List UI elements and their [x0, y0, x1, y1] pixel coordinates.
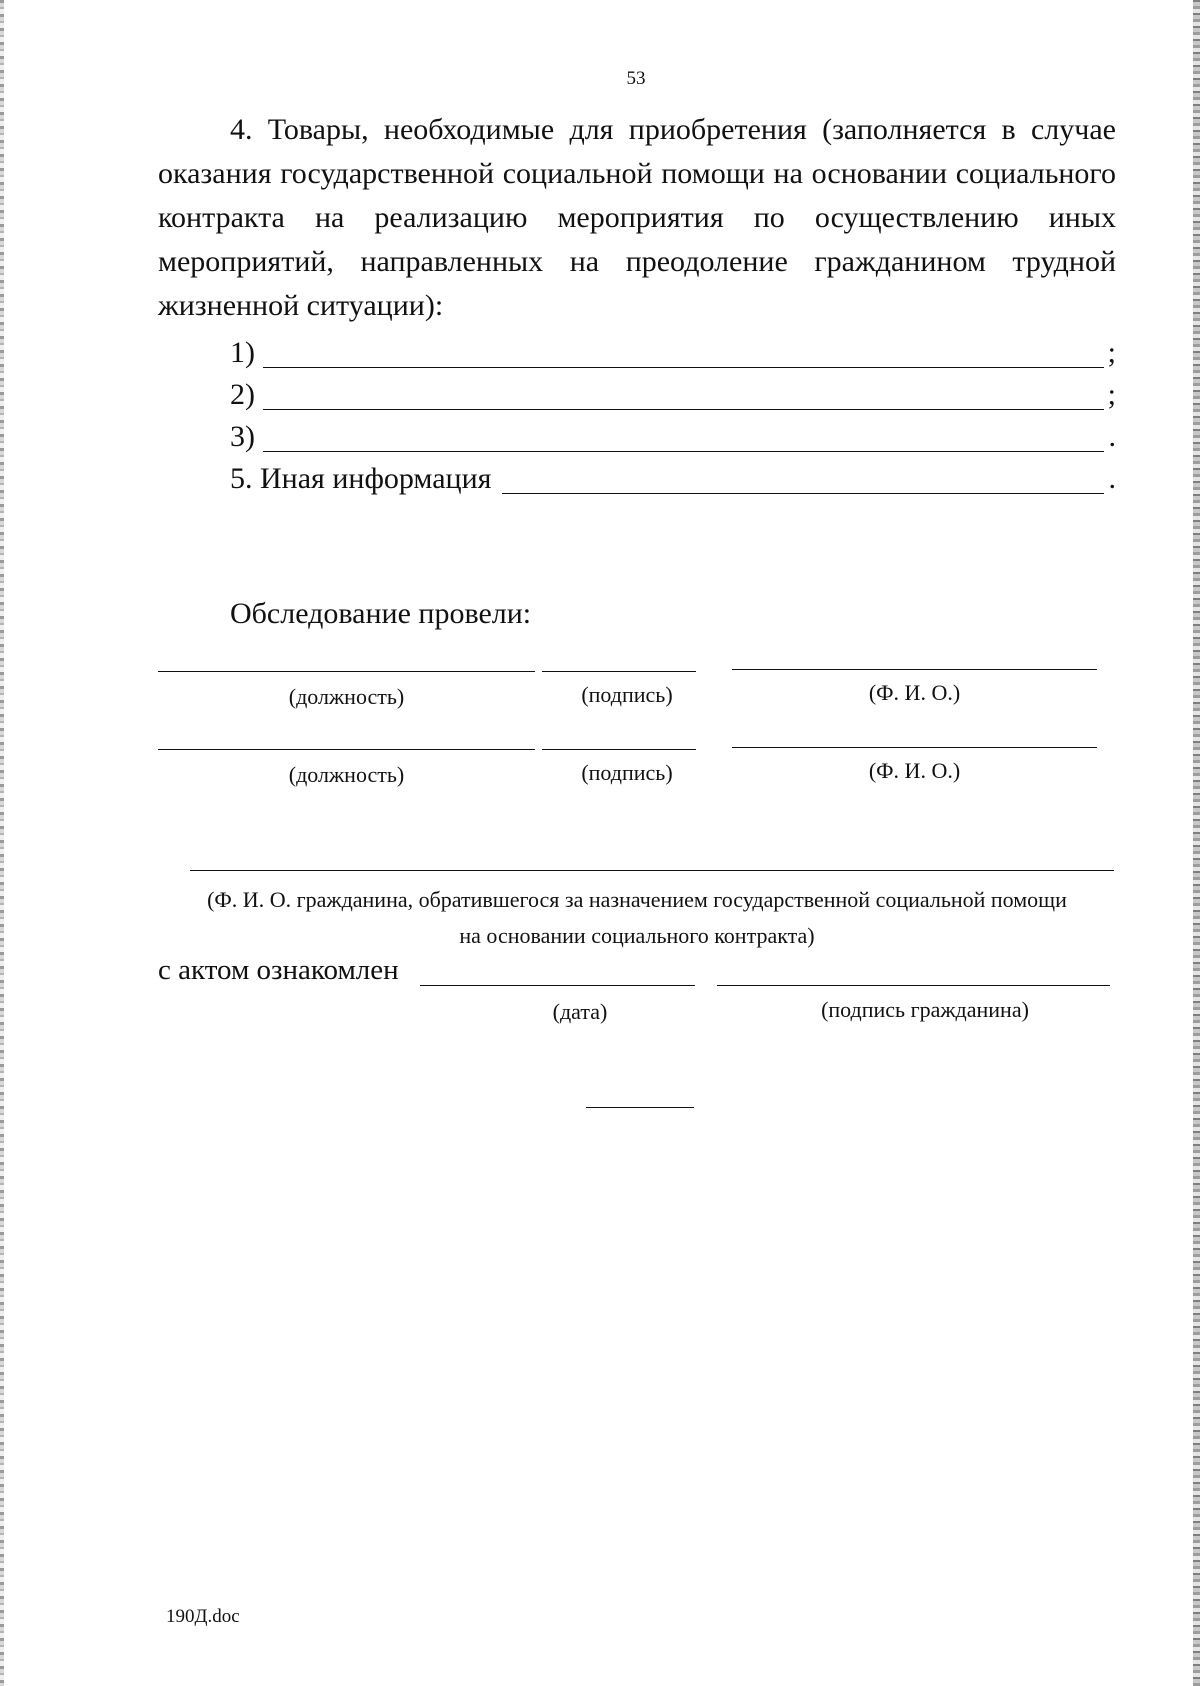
- date-line[interactable]: [420, 985, 695, 986]
- other-info-label: 5. Иная информация: [230, 462, 492, 495]
- date-caption: (дата): [552, 999, 608, 1024]
- goods-item-1-end: ;: [1107, 336, 1116, 369]
- scan-edge-right: [1193, 0, 1200, 1686]
- citizen-caption: [158, 882, 1116, 954]
- citizen-signature-caption: (подпись гражданина): [821, 997, 1029, 1022]
- goods-item-2-label: 2): [230, 378, 255, 411]
- citizen-caption-line-2: на основании социального контракта): [459, 923, 815, 948]
- goods-item-2: [158, 378, 1116, 418]
- goods-item-2-line[interactable]: [263, 409, 1104, 410]
- goods-item-3-label: 3): [230, 420, 255, 453]
- goods-item-2-end: ;: [1107, 378, 1116, 411]
- other-info-line[interactable]: [502, 493, 1104, 494]
- goods-item-3-line[interactable]: [263, 451, 1104, 452]
- other-info-row: [158, 462, 1116, 502]
- position-line-1[interactable]: [158, 671, 535, 672]
- section-4-text: 4. Товары, необходимые для приобретения (заполняется в случае оказания государственной социальной помощи на основании социального контракта на реализацию мероприятия по осуществлению иных мероприятий, направленных на преодоление гражданином трудной жизненной ситуации):: [158, 113, 1116, 322]
- other-info-end: .: [1108, 462, 1116, 495]
- position-caption-1: (должность): [288, 684, 405, 709]
- citizen-signature-line[interactable]: [717, 985, 1110, 986]
- signature-caption-2: (подпись): [581, 760, 673, 785]
- citizen-caption-line-1: (Ф. И. О. гражданина, обратившегося за назначением государственной социальной помощи: [207, 887, 1067, 912]
- goods-item-3: [158, 420, 1116, 460]
- goods-item-1-line[interactable]: [263, 367, 1104, 368]
- citizen-name-line[interactable]: [190, 870, 1114, 871]
- goods-item-1: [158, 336, 1116, 376]
- signature-line-1[interactable]: [542, 671, 696, 672]
- name-line-1[interactable]: [732, 669, 1097, 670]
- goods-item-3-end: .: [1108, 420, 1116, 453]
- name-caption-1: (Ф. И. О.): [868, 680, 961, 705]
- signature-caption-1: (подпись): [581, 682, 673, 707]
- end-separator: [586, 1107, 694, 1108]
- goods-item-1-label: 1): [230, 336, 255, 369]
- signature-line-2[interactable]: [542, 749, 696, 750]
- position-line-2[interactable]: [158, 749, 535, 750]
- name-caption-2: (Ф. И. О.): [868, 758, 961, 783]
- footer-filename: 190Д.doc: [166, 1606, 240, 1627]
- position-caption-2: (должность): [288, 762, 405, 787]
- survey-header: Обследование провели:: [230, 597, 532, 630]
- section-4-paragraph: [158, 108, 1116, 328]
- acknowledgment-label: с актом ознакомлен: [158, 954, 399, 986]
- name-line-2[interactable]: [732, 747, 1097, 748]
- scan-edge-left: [0, 0, 4, 1686]
- page-number: 53: [626, 68, 646, 89]
